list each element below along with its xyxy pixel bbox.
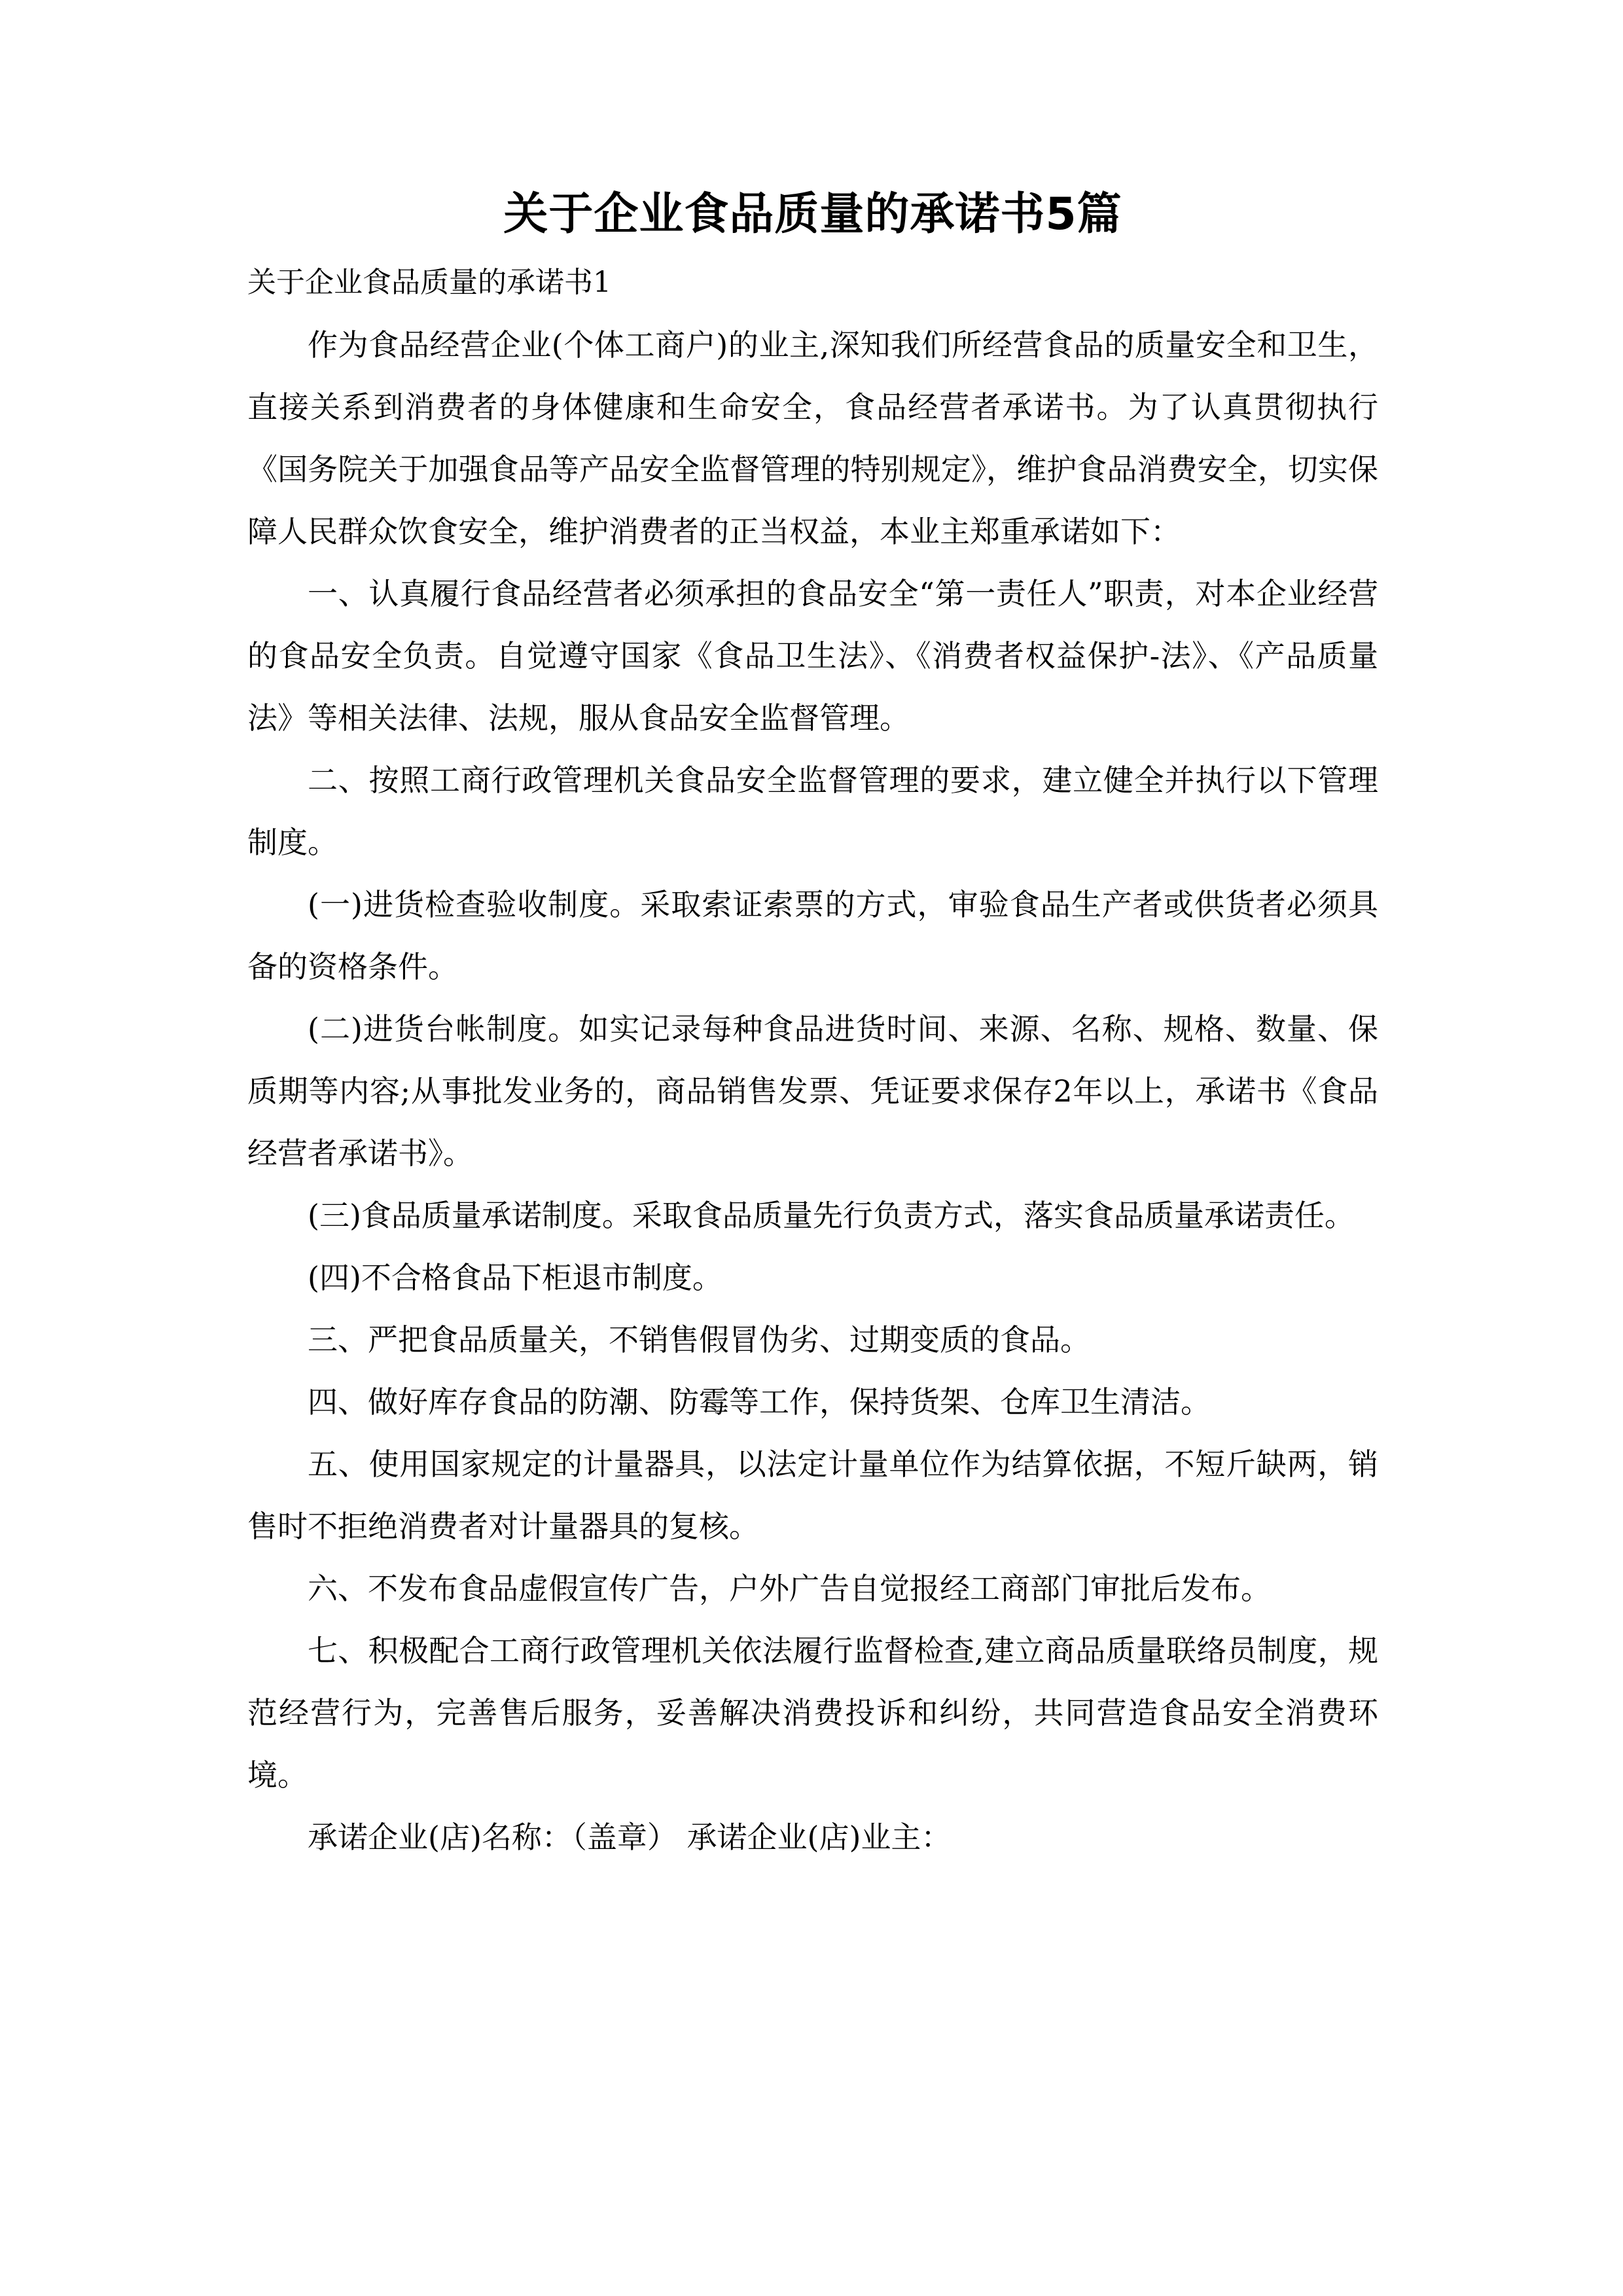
paragraph-sub-item-4: (四)不合格食品下柜退市制度。 (308, 1260, 722, 1295)
document-subtitle: 关于企业食品质量的承诺书1 (247, 266, 611, 299)
paragraph-item-3: 三、严把食品质量关，不销售假冒伪劣、过期变质的食品。 (308, 1322, 1090, 1357)
paragraph-item-6: 六、不发布食品虚假宣传广告，户外广告自觉报经工商部门审批后发布。 (308, 1571, 1271, 1606)
paragraph-item-1: 一、认真履行食品经营者必须承担的食品安全“第一责任人”职责，对本企业经营的食品安全负责。自觉遵守国家《食品卫生法》、《消费者权益保护-法》、《产品质量法》等相关法律、法规，服从食品安全监督管理。 (247, 576, 1378, 736)
paragraph-sub-item-3: (三)食品质量承诺制度。采取食品质量先行负责方式，落实食品质量承诺责任。 (308, 1198, 1355, 1233)
paragraph-sub-item-2: (二)进货台帐制度。如实记录每种食品进货时间、来源、名称、规格、数量、保质期等内容;从事批发业务的，商品销售发票、凭证要求保存2年以上，承诺书《食品经营者承诺书》。 (247, 1011, 1378, 1171)
paragraph-intro: 作为食品经营企业(个体工商户)的业主,深知我们所经营食品的质量安全和卫生，直接关系到消费者的身体健康和生命安全，食品经营者承诺书。为了认真贯彻执行《国务院关于加强食品等产品安全监督管理的特别规定》，维护食品消费安全，切实保障人民群众饮食安全，维护消费者的正当权益，本业主郑重承诺如下： (247, 327, 1378, 549)
paragraph-sub-item-1: (一)进货检查验收制度。采取索证索票的方式，审验食品生产者或供货者必须具备的资格条件。 (247, 887, 1378, 984)
paragraph-item-7: 七、积极配合工商行政管理机关依法履行监督检查,建立商品质量联络员制度，规范经营行为，完善售后服务，妥善解决消费投诉和纠纷，共同营造食品安全消费环境。 (247, 1633, 1378, 1793)
paragraph-item-2: 二、按照工商行政管理机关食品安全监督管理的要求，建立健全并执行以下管理制度。 (247, 762, 1378, 860)
document-body (247, 0, 1378, 1869)
paragraph-item-4: 四、做好库存食品的防潮、防霉等工作，保持货架、仓库卫生清洁。 (308, 1384, 1211, 1420)
page-title: 关于企业食品质量的承诺书5篇 (503, 188, 1122, 240)
paragraph-item-5: 五、使用国家规定的计量器具，以法定计量单位作为结算依据，不短斤缺两，销售时不拒绝消费者对计量器具的复核。 (247, 1446, 1378, 1544)
signature-line: 承诺企业(店)名称：（盖章） 承诺企业(店)业主： (308, 1820, 952, 1855)
